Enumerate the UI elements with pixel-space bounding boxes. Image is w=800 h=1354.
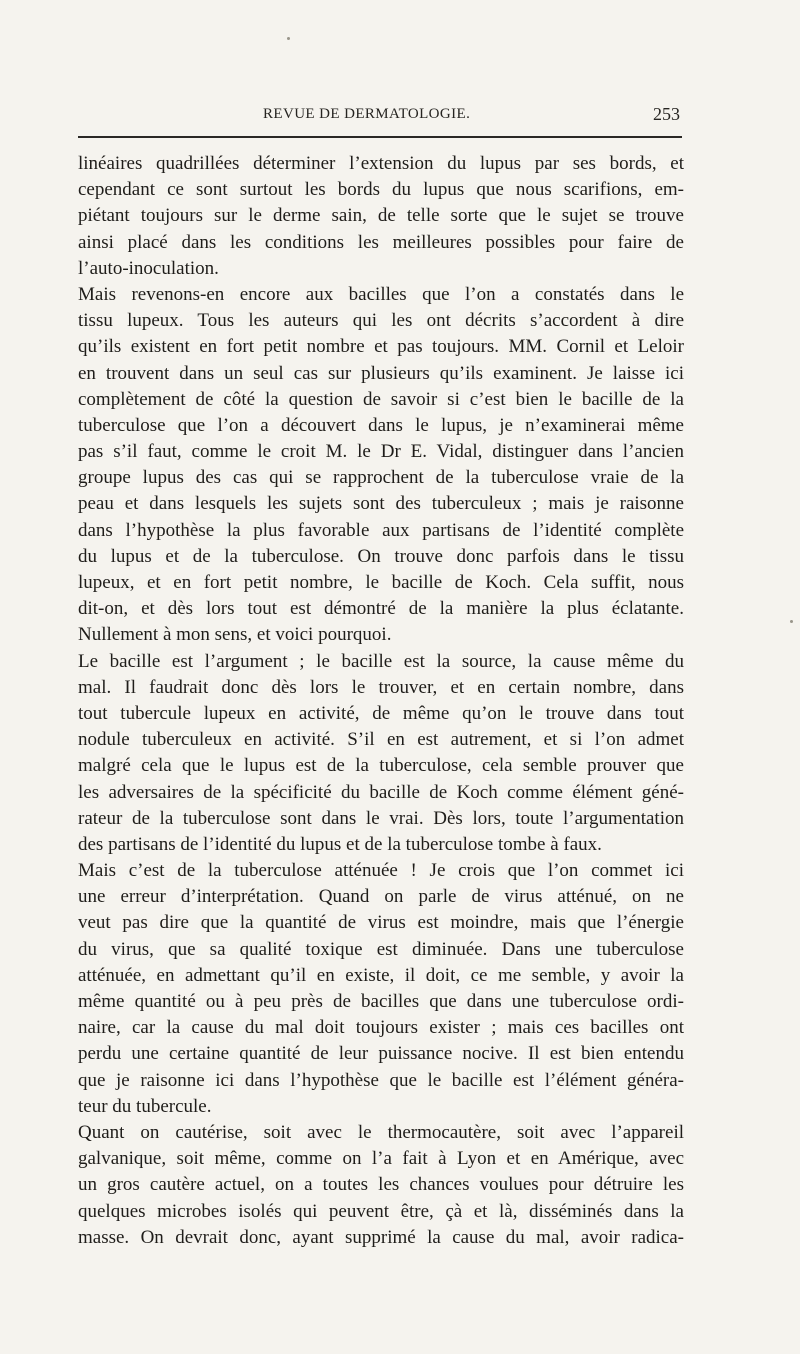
- text-line: du virus, que sa qualité toxique est diminuée. Dans une tuberculose: [78, 938, 684, 960]
- text-line: teur du tubercule.: [78, 1095, 212, 1117]
- text-line: perdu une certaine quantité de leur puissance nocive. Il est bien entendu: [78, 1043, 684, 1065]
- text-line: dit-on, et dès lors tout est démontré de la manière la plus éclatante.: [78, 598, 684, 620]
- text-line: l’auto-inoculation.: [78, 257, 219, 279]
- text-line: veut pas dire que la quantité de virus est moindre, mais que l’énergie: [78, 912, 684, 934]
- text-line: tuberculose que l’on a découvert dans le lupus, je n’examinerai même: [78, 414, 684, 436]
- text-line: du lupus et de la tuberculose. On trouve donc parfois dans le tissu: [78, 545, 684, 567]
- text-line: malgré cela que le lupus est de la tuberculose, cela semble prouver que: [78, 755, 684, 777]
- running-title: REVUE DE DERMATOLOGIE.: [263, 106, 471, 122]
- text-line: pas s’il faut, comme le croit M. le Dr E. Vidal, distinguer dans l’ancien: [78, 441, 684, 463]
- text-line: des partisans de l’identité du lupus et de la tuberculose tombe à faux.: [78, 833, 602, 855]
- text-line: une erreur d’interprétation. Quand on parle de virus atténué, on ne: [78, 886, 684, 908]
- text-line: dans l’hypothèse la plus favorable aux partisans de l’identité complète: [78, 519, 684, 541]
- text-line: les adversaires de la spécificité du bacille de Koch comme élément géné-: [78, 781, 684, 803]
- text-line: linéaires quadrillées déterminer l’extension du lupus par ses bords, et: [78, 153, 684, 174]
- text-line: Nullement à mon sens, et voici pourquoi.: [78, 624, 392, 646]
- text-line: qu’ils existent en fort petit nombre et pas toujours. MM. Cornil et Leloir: [78, 336, 684, 358]
- text-line: cependant ce sont surtout les bords du lupus que nous scarifions, em-: [78, 179, 684, 201]
- text-line: atténuée, en admettant qu’il en existe, il doit, ce me semble, y avoir la: [78, 964, 684, 986]
- text-line: masse. On devrait donc, ayant supprimé la cause du mal, avoir radica-: [78, 1226, 684, 1248]
- text-line: rateur de la tuberculose sont dans le vrai. Dès lors, toute l’argumentation: [78, 807, 684, 829]
- text-line: nodule tuberculeux en activité. S’il en est autrement, et si l’on admet: [78, 729, 684, 751]
- text-line: même quantité ou à peu près de bacilles que dans une tuberculose ordi-: [78, 991, 684, 1012]
- text-line: Mais c’est de la tuberculose atténuée ! Je crois que l’on commet ici: [78, 860, 684, 882]
- ink-speck: [790, 620, 793, 623]
- text-line: que je raisonne ici dans l’hypothèse que le bacille est l’élément généra-: [78, 1069, 684, 1091]
- text-line: complètement de côté la question de savoir si c’est bien le bacille de la: [78, 388, 684, 410]
- page-header: [78, 104, 682, 130]
- page-number: 253: [653, 104, 680, 124]
- text-line: naire, car la cause du mal doit toujours exister ; mais ces bacilles ont: [78, 1017, 684, 1039]
- text-line: mal. Il faudrait donc dès lors le trouver, et en certain nombre, dans: [78, 676, 684, 698]
- body-text: [78, 151, 684, 1251]
- text-line: Mais revenons-en encore aux bacilles que l’on a constatés dans le: [78, 283, 684, 305]
- text-line: tissu lupeux. Tous les auteurs qui les ont décrits s’accordent à dire: [78, 310, 684, 332]
- ink-speck: [287, 37, 290, 40]
- text-line: galvanique, soit même, comme on l’a fait à Lyon et en Amérique, avec: [78, 1148, 684, 1170]
- text-line: Quant on cautérise, soit avec le thermocautère, soit avec l’appareil: [78, 1121, 684, 1143]
- text-line: tout tubercule lupeux en activité, de même qu’on le trouve dans tout: [78, 702, 684, 724]
- text-line: un gros cautère actuel, on a toutes les chances voulues pour détruire les: [78, 1174, 684, 1196]
- text-line: Le bacille est l’argument ; le bacille est la source, la cause même du: [78, 650, 684, 672]
- text-line: peau et dans lesquels les sujets sont des tuberculeux ; mais je raisonne: [78, 493, 684, 515]
- text-line: en trouvent dans un seul cas sur plusieurs qu’ils examinent. Je laisse ici: [78, 362, 684, 384]
- text-line: ainsi placé dans les conditions les meilleures possibles pour faire de: [78, 231, 684, 253]
- text-line: piétant toujours sur le derme sain, de telle sorte que le sujet se trouve: [78, 205, 684, 227]
- text-line: quelques microbes isolés qui peuvent être, çà et là, disséminés dans la: [78, 1200, 684, 1222]
- text-line: lupeux, et en fort petit nombre, le bacille de Koch. Cela suffit, nous: [78, 572, 684, 593]
- text-line: groupe lupus des cas qui se rapprochent de la tuberculose vraie de la: [78, 467, 684, 489]
- header-rule: [78, 136, 682, 138]
